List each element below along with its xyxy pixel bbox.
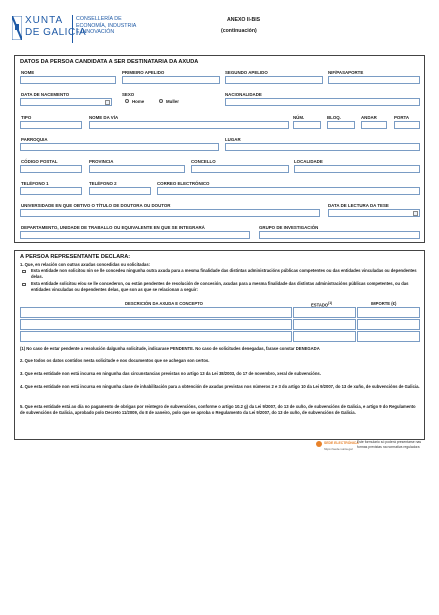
declaration-opt1-text: Esta entidade non solicitou nin se lle concedeu ningunha outra axuda para a mesma finalidade das distintas administracións públicas competentes ou das entidades vinculadas ou dependentes delas.	[31, 268, 417, 279]
nome-via-label: NOME DA VÍA	[89, 115, 119, 120]
declaration-item-5: 5. Que esta entidade está ao día no pagamento de obrigas por reintegro de subvencións, conforme o artigo 10.2 g) da Lei 9/2007, do 13 de xuño, de subvencións de Galicia, e artigo 9 do Regulamento de subvencións de Galicia, aprobado polo Decreto 11/2009, do 8 de xaneiro, polo que se aproba o Regulamento da Lei 9/2007, do 13 de xuño, de subvencións de Galicia.	[20, 404, 416, 415]
localidade-field[interactable]	[294, 165, 420, 173]
data-tese-field[interactable]	[328, 209, 420, 217]
tel1-field[interactable]	[20, 187, 82, 195]
num-label: NÚM.	[293, 115, 305, 120]
declaration-item-2: 2. Que todos os datos contidos nesta solicitude e nos documentos que se achegan son certos.	[20, 358, 210, 363]
calendar-icon[interactable]	[413, 211, 418, 216]
nif-field[interactable]	[328, 76, 420, 84]
sexo-home-radio[interactable]	[125, 99, 129, 103]
sede-icon	[316, 441, 322, 447]
sexo-home-label: Home	[132, 99, 145, 104]
nacemento-label: DATA DE NACEMENTO	[21, 92, 70, 97]
tipo-field[interactable]	[20, 121, 82, 129]
table-cell-estado-2[interactable]	[293, 319, 356, 330]
concello-field[interactable]	[191, 165, 289, 173]
logo-xunta-text: XUNTA	[25, 15, 64, 26]
table-cell-importe-2[interactable]	[357, 319, 420, 330]
lugar-label: LUGAR	[225, 137, 241, 142]
dept-line-2: ECONOMÍA, INDUSTRIA	[76, 22, 137, 29]
declaration-title: A PERSOA REPRESENTANTE DECLARA:	[20, 254, 131, 260]
table-cell-desc-3[interactable]	[20, 331, 292, 342]
declaration-item-4: 4. Que esta entidade non está incursa en ningunha clase de inhabilitación para a obtención de axudas previstas nos números 2 e 3 do artigo 10 da Lei 9/2007, do 13 de xuño, de subvencións de Galicia.	[20, 384, 420, 389]
parroquia-label: PARROQUIA	[21, 137, 48, 142]
bloq-label: BLOQ.	[327, 115, 341, 120]
provincia-field[interactable]	[89, 165, 185, 173]
parroquia-field[interactable]	[20, 143, 219, 151]
footer-note: Este formulario só poderá presentarse nas formas previstas na normativa reguladora	[357, 440, 422, 449]
table-header-importe: IMPORTE (€)	[371, 301, 397, 306]
email-label: CORREO ELECTRÓNICO	[157, 181, 210, 186]
candidate-section-title: DATOS DA PERSOA CANDIDATA A SER DESTINATARIA DA AXUDA	[20, 59, 199, 65]
table-header-estado-sup: (1)	[328, 301, 333, 305]
declaration-opt2-text: Esta entidade solicitou e/ou se lle concederon, ou están pendentes de resolución de concesión, axudas para a mesma finalidade das distintas administracións públicas competentes, ou das entidades vinculadas ou dependentes delas, que son as que se relacionan a seguir:	[31, 281, 409, 292]
nacionalidade-label: NACIONALIDADE	[225, 92, 262, 97]
data-tese-label: DATA DE LECTURA DA TESE	[328, 203, 389, 208]
sede-label: SEDE ELECTRÓNICA	[324, 441, 359, 445]
sede-logo	[316, 440, 359, 456]
localidade-label: LOCALIDADE	[294, 159, 323, 164]
candidate-section	[14, 55, 425, 243]
table-header-desc: DESCRICIÓN DA AXUDA E CONCEPTO	[125, 301, 203, 306]
grupo-label: GRUPO DE INVESTIGACIÓN	[259, 225, 319, 230]
sexo-label: SEXO	[122, 92, 135, 97]
logo-divider	[72, 15, 73, 43]
email-field[interactable]	[157, 187, 420, 195]
sede-url: https://sede.xunta.gal	[324, 447, 353, 451]
sexo-muller-label: Muller	[166, 99, 179, 104]
num-field[interactable]	[293, 121, 321, 129]
declaration-item-3: 3. Que esta entidade non está incursa en ningunha das circunstancias previstas no artigo 13 da Lei 38/2003, do 17 de novembro, xeral de subvencións.	[20, 371, 321, 376]
nome-via-field[interactable]	[89, 121, 289, 129]
provincia-label: PROVINCIA	[89, 159, 114, 164]
nome-field[interactable]	[20, 76, 116, 84]
galician-flag-icon	[12, 16, 22, 40]
table-cell-desc-2[interactable]	[20, 319, 292, 330]
annex-continuation: (continuación)	[221, 28, 257, 34]
apelido1-label: PRIMEIRO APELIDO	[122, 70, 165, 75]
dept-line-1: CONSELLERÍA DE	[76, 16, 122, 22]
tel2-field[interactable]	[89, 187, 151, 195]
nif-label: NIF/PASAPORTE	[328, 70, 364, 75]
calendar-icon[interactable]	[105, 100, 110, 105]
nacionalidade-field[interactable]	[225, 98, 420, 106]
concello-label: CONCELLO	[191, 159, 216, 164]
nome-label: NOME	[21, 70, 35, 75]
universidade-field[interactable]	[20, 209, 320, 217]
declaration-note-1: (1) No caso de estar pendente a resolución dalgunha solicitude, indicarase PENDENTE. No caso de solicitudes denegadas, farase constar DENEGADA	[20, 346, 320, 351]
bloq-field[interactable]	[327, 121, 355, 129]
table-cell-estado-1[interactable]	[293, 307, 356, 318]
apelido2-field[interactable]	[225, 76, 323, 84]
department-name	[76, 16, 136, 36]
table-cell-importe-1[interactable]	[357, 307, 420, 318]
table-header-estado-text: ESTADO	[311, 302, 329, 308]
table-cell-desc-1[interactable]	[20, 307, 292, 318]
porta-field[interactable]	[394, 121, 420, 129]
declaration-section	[14, 250, 425, 440]
grupo-field[interactable]	[259, 231, 420, 239]
universidade-label: UNIVERSIDADE EN QUE OBTIVO O TÍTULO DE DOUTORA OU DOUTOR	[21, 203, 171, 208]
logo-galicia-text: DE GALICIA	[25, 27, 87, 38]
cp-label: CÓDIGO POSTAL	[21, 159, 58, 164]
declaration-opt2-checkbox[interactable]	[22, 283, 26, 287]
apelido2-label: SEGUNDO APELIDO	[225, 70, 268, 75]
annex-title: ANEXO II-BIS	[227, 17, 261, 23]
table-cell-importe-3[interactable]	[357, 331, 420, 342]
dept-line-3: E INNOVACIÓN	[76, 29, 115, 36]
apelido1-field[interactable]	[122, 76, 220, 84]
departamento-label: DEPARTAMENTO, UNIDADE DE TRABALLO OU EQUIVALENTE EN QUE SE INTEGRARÁ	[21, 225, 205, 230]
nacemento-field[interactable]	[20, 98, 112, 106]
declaration-item-1: 1. Que, en relación con outras axudas concedidas ou solicitadas:	[20, 262, 151, 267]
tipo-label: TIPO	[21, 115, 32, 120]
table-cell-estado-3[interactable]	[293, 331, 356, 342]
tel2-label: TELÉFONO 2	[89, 181, 117, 186]
departamento-field[interactable]	[20, 231, 250, 239]
lugar-field[interactable]	[225, 143, 420, 151]
sexo-muller-radio[interactable]	[159, 99, 163, 103]
porta-label: PORTA	[394, 115, 410, 120]
andar-label: ANDAR	[361, 115, 377, 120]
andar-field[interactable]	[361, 121, 387, 129]
declaration-opt1-checkbox[interactable]	[22, 270, 26, 274]
tel1-label: TELÉFONO 1	[21, 181, 49, 186]
cp-field[interactable]	[20, 165, 82, 173]
